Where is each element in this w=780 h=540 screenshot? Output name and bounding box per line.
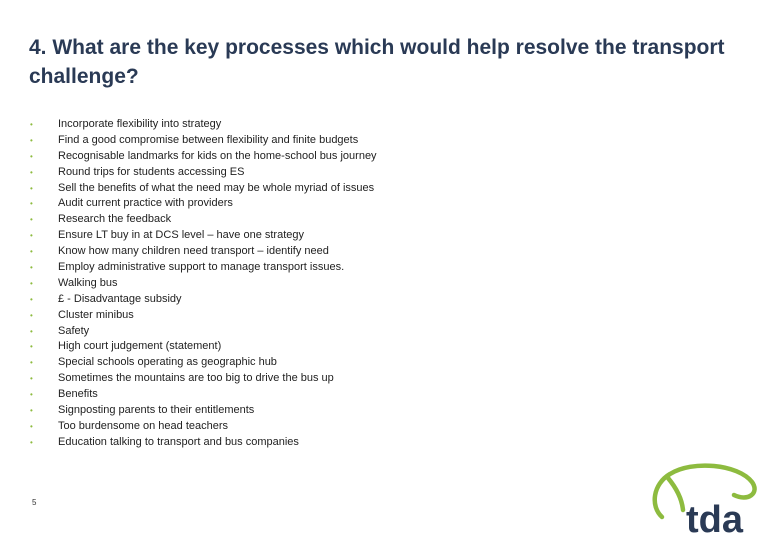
bullet-text: £ - Disadvantage subsidy xyxy=(58,292,182,305)
bullet-icon: • xyxy=(30,421,33,431)
bullet-text: Cluster minibus xyxy=(58,308,134,321)
bullet-text: Research the feedback xyxy=(58,213,172,226)
bullet-icon: • xyxy=(30,263,33,273)
bullet-text: Walking bus xyxy=(58,276,118,289)
bullet-icon: • xyxy=(30,135,33,145)
bullet-icon: • xyxy=(30,326,33,336)
bullet-icon: • xyxy=(30,278,33,288)
bullet-text: Sometimes the mountains are too big to drive the bus up xyxy=(58,372,334,385)
bullet-icon: • xyxy=(30,183,33,193)
bullet-icon: • xyxy=(30,342,33,352)
bullet-icon: • xyxy=(30,310,33,320)
bullet-icon: • xyxy=(30,437,33,447)
bullet-icon: • xyxy=(30,358,33,368)
tda-logo xyxy=(648,462,768,537)
bullet-text: Benefits xyxy=(58,388,98,401)
slide-title: 4. What are the key processes which would help resolve the transport challenge? xyxy=(29,36,725,88)
bullet-text: High court judgement (statement) xyxy=(58,340,222,353)
bullet-icon: • xyxy=(30,374,33,384)
bullet-icon: • xyxy=(30,199,33,209)
bullet-icon: • xyxy=(30,294,33,304)
bullet-icon: • xyxy=(30,120,33,129)
logo-wordmark: tda xyxy=(686,499,743,537)
bullet-text: Too burdensome on head teachers xyxy=(58,419,229,432)
bullet-text: Sell the benefits of what the need may be whole myriad of issues xyxy=(58,181,375,194)
bullet-icon: • xyxy=(30,231,33,241)
bullet-icon: • xyxy=(30,406,33,416)
bullet-text: Know how many children need transport – identify need xyxy=(58,245,329,258)
bullet-icon: • xyxy=(30,167,33,177)
page-number: 5 xyxy=(32,498,37,507)
bullet-text: Ensure LT buy in at DCS level – have one strategy xyxy=(58,229,305,242)
bullet-text: Recognisable landmarks for kids on the home-school bus journey xyxy=(58,149,377,162)
bullet-icon: • xyxy=(30,247,33,257)
bullet-icon: • xyxy=(30,151,33,161)
bullet-text: Round trips for students accessing ES xyxy=(58,165,245,178)
bullet-icon: • xyxy=(30,390,33,400)
bullet-text: Special schools operating as geographic hub xyxy=(58,356,277,369)
bullet-text: Safety xyxy=(58,324,90,337)
bullet-text: Incorporate flexibility into strategy xyxy=(58,118,222,130)
bullet-text: Education talking to transport and bus companies xyxy=(58,435,299,448)
bullet-icon: • xyxy=(30,215,33,225)
bullet-text: Signposting parents to their entitlements xyxy=(58,404,255,417)
bullet-text: Audit current practice with providers xyxy=(58,197,233,210)
bullet-text: Employ administrative support to manage transport issues. xyxy=(58,261,345,274)
bullet-text: Find a good compromise between flexibility and finite budgets xyxy=(58,133,359,146)
